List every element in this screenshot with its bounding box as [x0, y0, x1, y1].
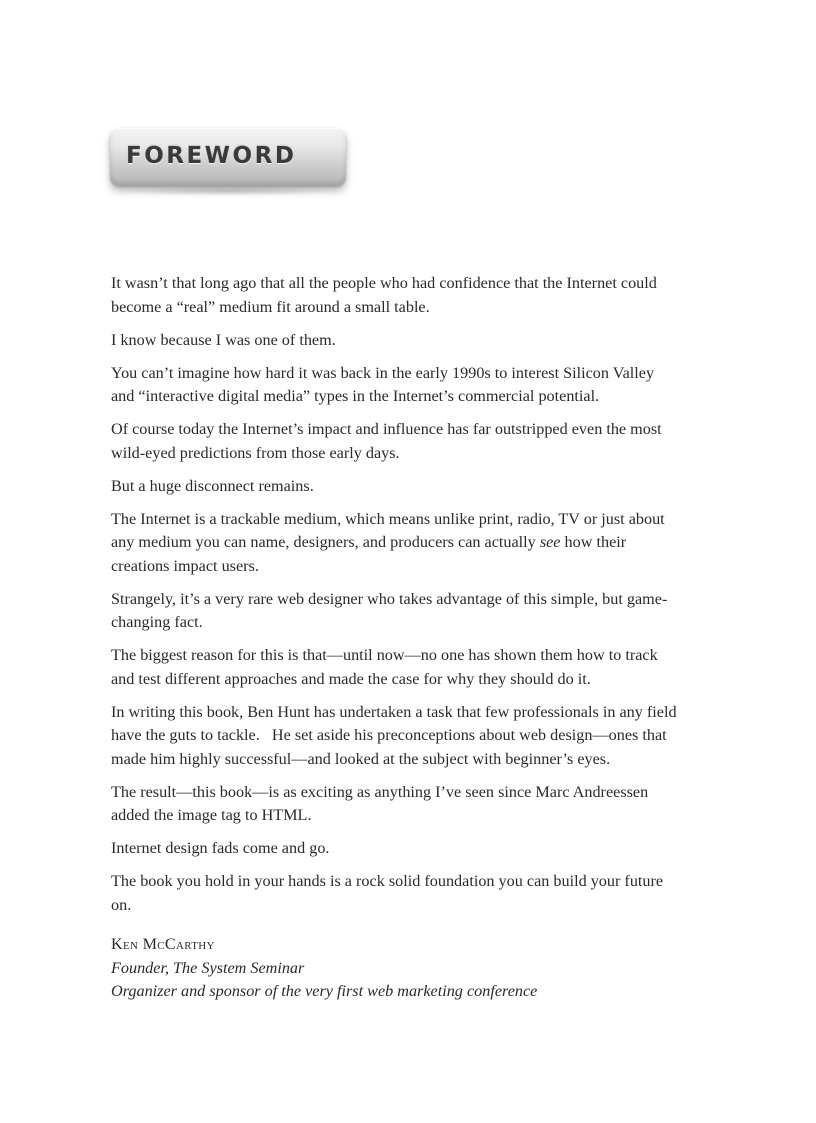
paragraph-2: I know because I was one of them.: [111, 330, 336, 349]
foreword-heading-badge: [110, 128, 346, 186]
paragraph-4: Of course today the Internet’s impact and influence has far outstripped even the most wild-eyed predictions from those early days.: [111, 420, 662, 462]
foreword-body: [111, 272, 681, 1004]
paragraph-5: But a huge disconnect remains.: [111, 476, 314, 495]
paragraph-11: Internet design fads come and go.: [111, 839, 330, 857]
paragraph-8: The biggest reason for this is that—until now—no one has shown them how to track and test different approaches and made the case for why they should do it.: [111, 646, 658, 688]
paragraph-6: [111, 508, 681, 579]
paragraph-6-emphasis: see: [539, 533, 561, 551]
paragraph-6-end: how their creations impact users.: [111, 533, 627, 575]
paragraph-12: The book you hold in your hands is a rock solid foundation you can build your future on.: [111, 872, 664, 914]
paragraph-6-start: The Internet is a trackable medium, which means unlike print, radio, TV or just about any medium you can name, designers, and producers can actually: [111, 509, 665, 551]
signature-block: [111, 933, 681, 1004]
signature-name: Ken McCarthy: [111, 935, 215, 953]
paragraph-3: You can’t imagine how hard it was back in the early 1990s to interest Silicon Valley and “interactive digital media” types in the Internet’s commercial potential.: [111, 363, 655, 405]
foreword-heading: FOREWORD: [126, 143, 297, 169]
paragraph-7: Strangely, it’s a very rare web designer who takes advantage of this simple, but game-changing fact.: [111, 589, 668, 631]
signature-description: Organizer and sponsor of the very first web marketing conference: [111, 982, 538, 1000]
paragraph-1: It wasn’t that long ago that all the people who had confidence that the Internet could become a “real” medium fit around a small table.: [111, 274, 657, 316]
paragraph-9: In writing this book, Ben Hunt has undertaken a task that few professionals in any field have the guts to tackle. He set aside his preconceptions about web design—ones that made him highly successful—and looked at the subject with beginner’s eyes.: [111, 702, 681, 768]
paragraph-10: The result—this book—is as exciting as anything I’ve seen since Marc Andreessen added the image tag to HTML.: [111, 782, 649, 824]
signature-role: Founder, The System Seminar: [111, 958, 305, 977]
